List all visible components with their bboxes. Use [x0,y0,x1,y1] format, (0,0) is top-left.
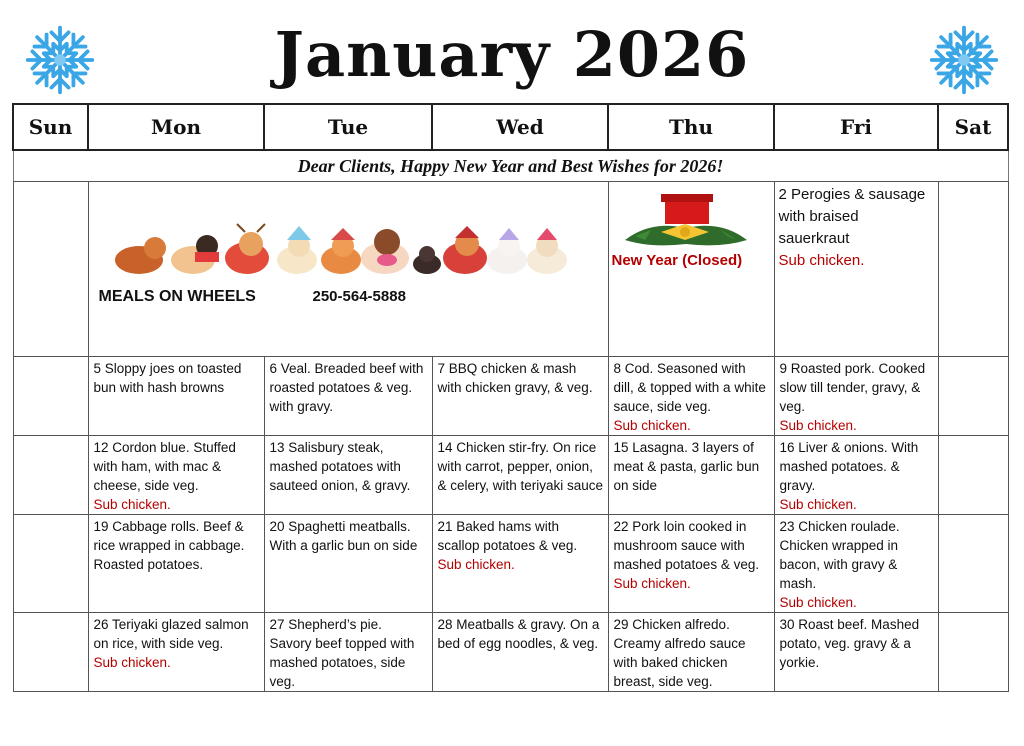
banner-cell [88,182,608,357]
day-21-menu: 21 Baked hams with scallop potatoes & veg. [437,519,578,553]
week-row [13,613,1008,692]
empty-day-cell [938,613,1008,692]
day-5-menu: 5 Sloppy joes on toasted bun with hash browns [93,361,242,395]
day-cell-20 [264,515,432,613]
day-27-menu: 27 Shepherd’s pie. Savory beef topped with mashed potatoes, side veg. [269,617,415,689]
day-29-menu: 29 Chicken alfredo. Creamy alfredo sauce with baked chicken breast, side veg. [613,617,746,689]
day-cell-16 [774,436,938,515]
week-row [13,182,1008,357]
day-9-sub: Sub chicken. [779,418,857,433]
day-cell-14 [432,436,608,515]
day-cell-19 [88,515,264,613]
weekday-fri: Fri [774,104,938,150]
greeting-row [13,150,1008,182]
calendar-grid [12,103,1009,692]
day-22-menu: 22 Pork loin cooked in mushroom sauce with mashed potatoes & veg. [613,519,760,572]
week-row [13,436,1008,515]
day-cell-9 [774,357,938,436]
day-cell-7 [432,357,608,436]
day-cell-5 [88,357,264,436]
organization-name: MEALS ON WHEELS [98,288,256,305]
day-22-sub: Sub chicken. [613,576,691,591]
greeting-message: Dear Clients, Happy New Year and Best Wishes for 2026! [13,150,1008,182]
day-12-sub: Sub chicken. [93,497,171,512]
weekday-mon: Mon [88,104,264,150]
week-row [13,515,1008,613]
empty-day-cell [13,182,88,357]
day-cell-21 [432,515,608,613]
weekday-wed: Wed [432,104,608,150]
empty-day-cell [938,515,1008,613]
empty-day-cell [938,357,1008,436]
day-2-sub: Sub chicken. [778,252,865,269]
day-9-menu: 9 Roasted pork. Cooked slow till tender, gravy, & veg. [779,361,926,414]
day-cell-28 [432,613,608,692]
weekday-sat: Sat [938,104,1008,150]
day-cell-6 [264,357,432,436]
empty-day-cell [13,515,88,613]
day-23-sub: Sub chicken. [779,595,857,610]
day-cell-30 [774,613,938,692]
day-26-menu: 26 Teriyaki glazed salmon on rice, with side veg. [93,617,249,651]
new-year-closed-label: New Year (Closed) [611,252,743,269]
day-8-menu: 8 Cod. Seasoned with dill, & topped with a white sauce, side veg. [613,361,766,414]
day-16-menu: 16 Liver & onions. With mashed potatoes. & gravy. [779,440,919,493]
day-19-menu: 19 Cabbage rolls. Beef & rice wrapped in cabbage. Roasted potatoes. [93,519,245,572]
holiday-dogs-illustration [111,222,571,280]
day-13-menu: 13 Salisbury steak, mashed potatoes with sauteed onion, & gravy. [269,440,411,493]
empty-day-cell [938,182,1008,357]
day-14-menu: 14 Chicken stir-fry. On rice with carrot, pepper, onion, & celery, with teriyaki sauce [437,440,604,493]
day-21-sub: Sub chicken. [437,557,515,572]
snowflake-icon [22,22,98,98]
day-12-menu: 12 Cordon blue. Stuffed with ham, with mac & cheese, side veg. [93,440,236,493]
day-cell-29 [608,613,774,692]
day-20-menu: 20 Spaghetti meatballs. With a garlic bun on side [269,519,418,553]
day-7-menu: 7 BBQ chicken & mash with chicken gravy, & veg. [437,361,593,395]
day-cell-15 [608,436,774,515]
empty-day-cell [938,436,1008,515]
day-2-menu: 2 Perogies & sausage with braised sauerkraut [778,186,926,247]
day-cell-2 [774,182,938,357]
day-cell-23 [774,515,938,613]
day-30-menu: 30 Roast beef. Mashed potato, veg. gravy & a yorkie. [779,617,920,670]
day-cell-22 [608,515,774,613]
day-15-menu: 15 Lasagna. 3 layers of meat & pasta, garlic bun on side [613,440,760,493]
day-cell-27 [264,613,432,692]
day-6-menu: 6 Veal. Breaded beef with roasted potatoes & veg. with gravy. [269,361,424,414]
day-23-menu: 23 Chicken roulade. Chicken wrapped in bacon, with gravy & mash. [779,519,900,591]
day-cell-1 [608,182,774,357]
calendar-title: January 2026 [274,18,750,91]
weekday-thu: Thu [608,104,774,150]
gift-icon [621,190,751,254]
day-26-sub: Sub chicken. [93,655,171,670]
empty-day-cell [13,436,88,515]
day-cell-13 [264,436,432,515]
empty-day-cell [13,357,88,436]
day-16-sub: Sub chicken. [779,497,857,512]
day-8-sub: Sub chicken. [613,418,691,433]
weekday-sun: Sun [13,104,88,150]
day-cell-8 [608,357,774,436]
week-row [13,357,1008,436]
weekday-tue: Tue [264,104,432,150]
day-28-menu: 28 Meatballs & gravy. On a bed of egg noodles, & veg. [437,617,600,651]
weekday-header-row [13,104,1008,150]
day-cell-12 [88,436,264,515]
snowflake-icon [926,22,1002,98]
phone-number: 250-564-5888 [312,288,406,305]
day-cell-26 [88,613,264,692]
empty-day-cell [13,613,88,692]
